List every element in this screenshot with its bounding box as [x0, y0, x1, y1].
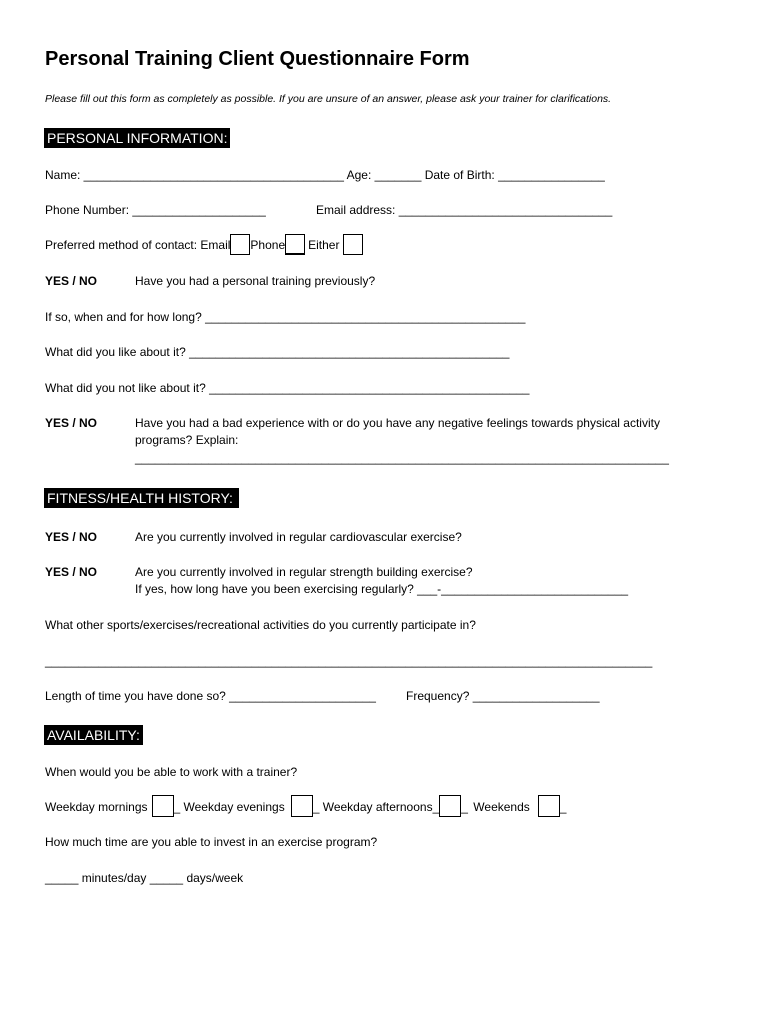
contact-either-label: Either [308, 238, 340, 252]
preferred-contact-row [45, 234, 363, 255]
weekday-afternoons-checkbox[interactable] [439, 795, 461, 817]
previous-training-question: Have you had a personal training previously? [135, 274, 376, 288]
yes-no-cardio[interactable]: YES / NO [45, 530, 98, 544]
phone-checkbox[interactable] [285, 234, 305, 255]
bad-experience-explain-field[interactable]: ________________________________________________________________________________ [135, 451, 669, 465]
name-age-dob-line[interactable]: Name: _______________________________________ Age: _______ Date of Birth: ________________ [45, 168, 605, 182]
not-liked-about-it-field[interactable]: What did you not like about it? ________________________________________________ [45, 381, 530, 395]
frequency-field[interactable]: Frequency? ___________________ [406, 689, 600, 703]
contact-method-label: Preferred method of contact: Email [45, 238, 231, 252]
section-header-fitness-health-history: FITNESS/HEALTH HISTORY: [44, 488, 239, 508]
weekends-label: Weekends [473, 800, 530, 814]
email-address-field[interactable]: Email address: ________________________________ [316, 203, 613, 217]
when-how-long-field[interactable]: If so, when and for how long? ________________________________________________ [45, 310, 526, 324]
bad-experience-question-line1: Have you had a bad experience with or do you have any negative feelings towards physical activity [135, 416, 660, 430]
work-with-trainer-question: When would you be able to work with a trainer? [45, 765, 298, 779]
either-checkbox[interactable] [343, 234, 363, 255]
weekday-afternoons-label: Weekday afternoons [322, 800, 433, 814]
length-of-time-field[interactable]: Length of time you have done so? ______________________ [45, 689, 376, 703]
section-header-availability: AVAILABILITY: [44, 725, 143, 745]
exercising-duration-field[interactable]: If yes, how long have you been exercising regularly? ___-____________________________ [135, 582, 629, 596]
weekday-mornings-checkbox[interactable] [152, 795, 174, 817]
bad-experience-question-line2: programs? Explain: [135, 433, 239, 447]
other-activities-field[interactable]: ___________________________________________________________________________________________ [45, 654, 653, 668]
form-instructions: Please fill out this form as completely as possible. If you are unsure of an answer, please ask your trainer for clarifications. [45, 93, 612, 105]
form-title: Personal Training Client Questionnaire Form [45, 48, 470, 70]
other-activities-question: What other sports/exercises/recreational activities do you currently participate in? [45, 618, 476, 632]
cardio-exercise-question: Are you currently involved in regular cardiovascular exercise? [135, 530, 462, 544]
yes-no-bad-experience[interactable]: YES / NO [45, 416, 98, 430]
section-header-personal-information: PERSONAL INFORMATION: [44, 128, 230, 148]
contact-phone-label: Phone [250, 238, 286, 252]
weekends-checkbox[interactable] [538, 795, 560, 817]
availability-options-row: Weekday mornings _ Weekday evenings _ Weekday afternoons_ _ Weekends _ [45, 795, 566, 817]
email-checkbox[interactable] [230, 234, 250, 255]
weekday-mornings-label: Weekday mornings [45, 800, 148, 814]
weekday-evenings-checkbox[interactable] [291, 795, 313, 817]
phone-number-field[interactable]: Phone Number: ____________________ [45, 203, 266, 217]
liked-about-it-field[interactable]: What did you like about it? ________________________________________________ [45, 345, 510, 359]
time-investment-question: How much time are you able to invest in an exercise program? [45, 835, 378, 849]
yes-no-previous-training[interactable]: YES / NO [45, 274, 98, 288]
weekday-evenings-label: Weekday evenings [183, 800, 285, 814]
minutes-days-field[interactable]: _____ minutes/day _____ days/week [45, 871, 244, 885]
yes-no-strength[interactable]: YES / NO [45, 565, 98, 579]
strength-exercise-question: Are you currently involved in regular strength building exercise? [135, 565, 473, 579]
